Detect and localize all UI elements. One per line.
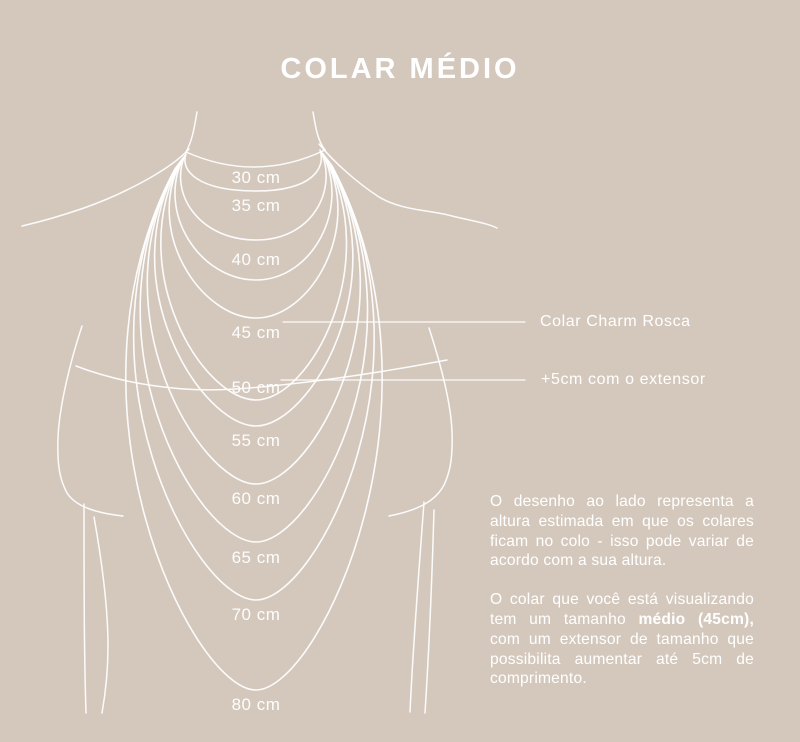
bust-right-line [389, 328, 452, 516]
necklace-length-label: 80 cm [231, 695, 281, 714]
description-paragraph-1: O desenho ao lado representa a altura estimada em que os colares ficam no colo - isso pode variar de acordo com a sua altura. [490, 493, 754, 570]
necklace-length-label: 40 cm [231, 250, 281, 269]
description-highlight-medio-45cm: médio (45cm), [638, 610, 754, 628]
necklace-length-label: 45 cm [231, 323, 281, 342]
necklace-length-label: 70 cm [231, 605, 281, 624]
arm-right-outer-line [425, 510, 434, 713]
description-paragraph-2 [490, 590, 754, 689]
arm-left-outer-line [84, 504, 86, 713]
annotation-colar-charm-rosca: Colar Charm Rosca [540, 313, 691, 330]
shoulder-left-line [22, 149, 189, 226]
description-paragraph-2-post: com um extensor de tamanho que possibilita aumentar até 5cm de comprimento. [490, 630, 754, 688]
necklace-length-label: 30 cm [231, 168, 281, 187]
page-title: COLAR MÉDIO [280, 53, 520, 85]
necklace-curve [161, 157, 347, 400]
neck-left-line [186, 112, 197, 152]
necklace-length-label: 55 cm [231, 431, 281, 450]
necklace-length-label: 35 cm [231, 196, 281, 215]
necklace-length-label: 60 cm [231, 489, 281, 508]
necklace-length-label: 50 cm [231, 378, 281, 397]
arm-left-inner-line [94, 517, 108, 713]
description-paragraph-2-pre: O colar que você está visualizando tem um tamanho [490, 591, 754, 628]
shoulder-right-line [319, 144, 497, 228]
annotation-extensor: +5cm com o extensor [541, 371, 706, 388]
necklace-length-label: 65 cm [231, 548, 281, 567]
arm-right-inner-line [410, 502, 424, 712]
neck-base-line [186, 150, 325, 167]
description-text-block [490, 492, 754, 708]
necklace-curve [140, 162, 367, 542]
bust-left-line [58, 326, 123, 516]
